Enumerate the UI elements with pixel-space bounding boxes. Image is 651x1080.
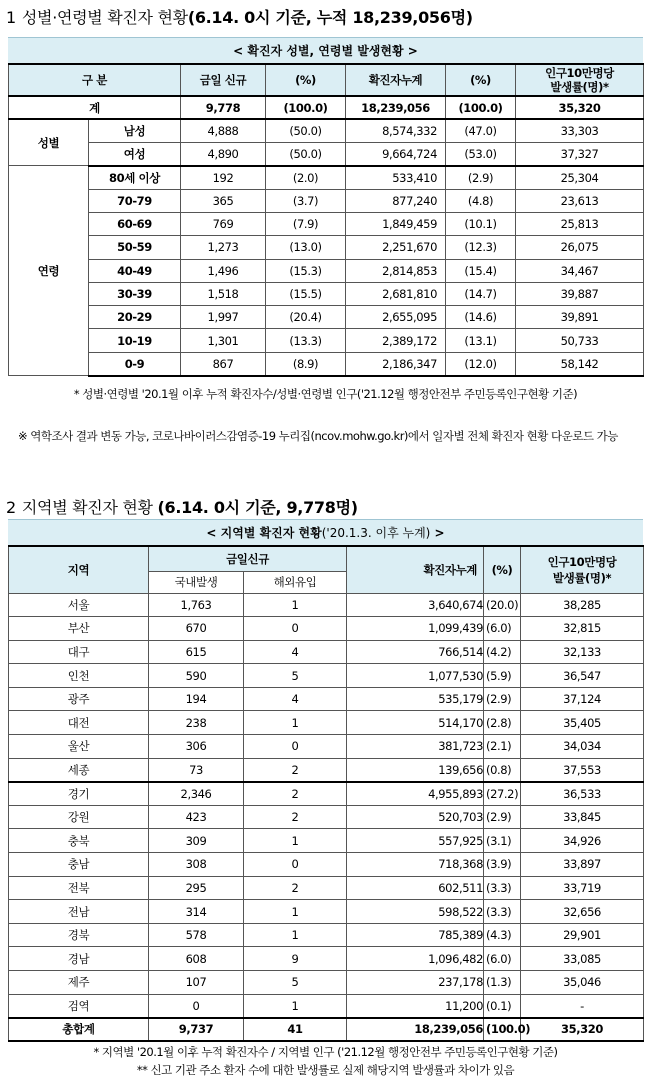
- overseas-cell: 1: [244, 829, 347, 853]
- domestic-cell: 0: [149, 994, 244, 1018]
- pct-cell: (2.9): [484, 805, 521, 829]
- row-cum: 8,574,332: [346, 119, 446, 142]
- row-new-pct: (15.3): [266, 259, 346, 282]
- rate-cell: 38,285: [521, 593, 644, 617]
- cum-cell: 237,178: [347, 971, 484, 995]
- domestic-cell: 608: [149, 947, 244, 971]
- table-row: [9, 782, 644, 806]
- table2-caption-main: < 지역별 확진자 현황: [206, 526, 322, 540]
- pct-cell: (6.0): [484, 617, 521, 641]
- table-row: [9, 236, 644, 259]
- table-row: [9, 640, 644, 664]
- row-label: 여성: [89, 143, 181, 166]
- rate-cell: 36,533: [521, 782, 644, 806]
- row-rate: 33,303: [516, 119, 644, 142]
- region-cell: 제주: [9, 971, 149, 995]
- row-cum-pct: (12.0): [446, 352, 516, 375]
- row-cum-pct: (53.0): [446, 143, 516, 166]
- cum-cell: 766,514: [347, 640, 484, 664]
- row-label: 80세 이상: [89, 166, 181, 189]
- row-new-pct: (13.0): [266, 236, 346, 259]
- table2-caption-end: >: [430, 526, 445, 540]
- rate-cell: 32,133: [521, 640, 644, 664]
- table-row: [9, 994, 644, 1018]
- row-new: 769: [181, 212, 266, 235]
- total-cum: 18,239,056: [346, 96, 446, 119]
- domestic-cell: 423: [149, 805, 244, 829]
- table1-footnote: * 성별·연령별 '20.1월 이후 누적 확진자수/성별·연령별 인구('21.12월 행정안전부 주민등록인구현황 기준): [73, 387, 578, 401]
- total-cum: 18,239,056: [347, 1018, 484, 1042]
- row-new: 4,890: [181, 143, 266, 166]
- cum-cell: 139,656: [347, 758, 484, 782]
- row-new-pct: (3.7): [266, 189, 346, 212]
- cum-cell: 1,077,530: [347, 664, 484, 688]
- header-domestic: 국내발생: [149, 571, 244, 593]
- table-row: [9, 352, 644, 375]
- rate-cell: 35,405: [521, 711, 644, 735]
- row-rate: 26,075: [516, 236, 644, 259]
- row-cum-pct: (15.4): [446, 259, 516, 282]
- region-cell: 광주: [9, 687, 149, 711]
- row-cum-pct: (14.7): [446, 282, 516, 305]
- row-new-pct: (2.0): [266, 166, 346, 189]
- overseas-cell: 1: [244, 900, 347, 924]
- cum-cell: 1,099,439: [347, 617, 484, 641]
- row-cum-pct: (2.9): [446, 166, 516, 189]
- rate-cell: 34,034: [521, 735, 644, 759]
- cum-cell: 4,955,893: [347, 782, 484, 806]
- table2-total-row: [9, 1018, 644, 1042]
- pct-cell: (2.1): [484, 735, 521, 759]
- row-label: 50-59: [89, 236, 181, 259]
- total-new-pct: (100.0): [266, 96, 346, 119]
- header-new-pct: (%): [266, 64, 346, 96]
- header-category: 구 분: [9, 64, 181, 96]
- header-rate: [521, 546, 644, 593]
- region-cell: 강원: [9, 805, 149, 829]
- row-cum-pct: (10.1): [446, 212, 516, 235]
- row-new-pct: (15.5): [266, 282, 346, 305]
- pct-cell: (4.3): [484, 923, 521, 947]
- row-cum: 2,814,853: [346, 259, 446, 282]
- section2-subtitle: (6.14. 0시 기준, 9,778명): [157, 498, 358, 517]
- domestic-cell: 238: [149, 711, 244, 735]
- header-cum-pct: (%): [446, 64, 516, 96]
- row-rate: 25,813: [516, 212, 644, 235]
- section1-number: 1: [6, 8, 16, 27]
- cum-cell: 514,170: [347, 711, 484, 735]
- overseas-cell: 1: [244, 923, 347, 947]
- domestic-cell: 314: [149, 900, 244, 924]
- table-row: [9, 212, 644, 235]
- total-pct: (100.0): [484, 1018, 521, 1042]
- row-rate: 50,733: [516, 329, 644, 352]
- table-row: [9, 259, 644, 282]
- pct-cell: (5.9): [484, 664, 521, 688]
- row-label: 20-29: [89, 306, 181, 329]
- region-cell: 대전: [9, 711, 149, 735]
- row-new-pct: (7.9): [266, 212, 346, 235]
- row-new: 1,496: [181, 259, 266, 282]
- table-row: [9, 805, 644, 829]
- row-new: 365: [181, 189, 266, 212]
- domestic-cell: 194: [149, 687, 244, 711]
- table-row: [9, 617, 644, 641]
- total-cum-pct: (100.0): [446, 96, 516, 119]
- row-cum: 2,389,172: [346, 329, 446, 352]
- overseas-cell: 9: [244, 947, 347, 971]
- overseas-cell: 0: [244, 853, 347, 877]
- header-rate-line2: 발생률(명)*: [550, 80, 609, 94]
- pct-cell: (0.1): [484, 994, 521, 1018]
- rate-cell: -: [521, 994, 644, 1018]
- rate-cell: 36,547: [521, 664, 644, 688]
- pct-cell: (3.3): [484, 876, 521, 900]
- table-row: [9, 758, 644, 782]
- domestic-cell: 590: [149, 664, 244, 688]
- section1-subtitle: (6.14. 0시 기준, 누적 18,239,056명): [187, 8, 473, 27]
- row-new: 1,997: [181, 306, 266, 329]
- row-rate: 25,304: [516, 166, 644, 189]
- table1-caption: < 확진자 성별, 연령별 발생현황 >: [8, 37, 643, 63]
- pct-cell: (0.8): [484, 758, 521, 782]
- row-label: 30-39: [89, 282, 181, 305]
- overseas-cell: 2: [244, 805, 347, 829]
- overseas-cell: 2: [244, 758, 347, 782]
- region-cell: 부산: [9, 617, 149, 641]
- rate-cell: 33,897: [521, 853, 644, 877]
- header-pct: (%): [484, 546, 521, 593]
- row-new: 4,888: [181, 119, 266, 142]
- region-cell: 경남: [9, 947, 149, 971]
- rate-cell: 29,901: [521, 923, 644, 947]
- overseas-cell: 2: [244, 782, 347, 806]
- region-cell: 전남: [9, 900, 149, 924]
- header-cum: 확진자누계: [347, 546, 484, 593]
- pct-cell: (27.2): [484, 782, 521, 806]
- row-new-pct: (20.4): [266, 306, 346, 329]
- table-row: [9, 306, 644, 329]
- region-cell: 전북: [9, 876, 149, 900]
- domestic-cell: 306: [149, 735, 244, 759]
- pct-cell: (4.2): [484, 640, 521, 664]
- overseas-cell: 4: [244, 687, 347, 711]
- section2-number: 2: [6, 498, 16, 517]
- rate-cell: 37,553: [521, 758, 644, 782]
- overseas-cell: 5: [244, 664, 347, 688]
- domestic-cell: 578: [149, 923, 244, 947]
- row-new-pct: (50.0): [266, 143, 346, 166]
- table-row: [9, 664, 644, 688]
- region-cell: 서울: [9, 593, 149, 617]
- total-new: 9,778: [181, 96, 266, 119]
- table1-remark: ※ 역학조사 결과 변동 가능, 코로나바이러스감염증-19 누리집(ncov.mohw.go.kr)에서 일자별 전체 확진자 현황 다운로드 가능: [18, 429, 618, 443]
- table-row: [9, 876, 644, 900]
- rate-cell: 37,124: [521, 687, 644, 711]
- domestic-cell: 2,346: [149, 782, 244, 806]
- table2-caption-period: ('20.1.3. 이후 누계): [321, 526, 431, 540]
- pct-cell: (3.3): [484, 900, 521, 924]
- row-cum-pct: (13.1): [446, 329, 516, 352]
- row-label: 60-69: [89, 212, 181, 235]
- table2-header-row: [9, 546, 644, 571]
- domestic-cell: 615: [149, 640, 244, 664]
- age-group-label: 연령: [9, 166, 89, 376]
- domestic-cell: 308: [149, 853, 244, 877]
- cum-cell: 381,723: [347, 735, 484, 759]
- cum-cell: 785,389: [347, 923, 484, 947]
- region-cell: 인천: [9, 664, 149, 688]
- pct-cell: (2.8): [484, 711, 521, 735]
- cum-cell: 598,522: [347, 900, 484, 924]
- section1-heading: [6, 5, 473, 28]
- header-rate: [516, 64, 644, 96]
- overseas-cell: 1: [244, 711, 347, 735]
- table-row: [9, 143, 644, 166]
- rate-cell: 35,046: [521, 971, 644, 995]
- table-row: [9, 853, 644, 877]
- row-cum: 2,186,347: [346, 352, 446, 375]
- region-cell: 대구: [9, 640, 149, 664]
- row-new: 867: [181, 352, 266, 375]
- row-label: 남성: [89, 119, 181, 142]
- gender-group-label: 성별: [9, 119, 89, 166]
- region-cell: 충북: [9, 829, 149, 853]
- table-row: [9, 735, 644, 759]
- section2-heading: [6, 495, 358, 518]
- total-rate: 35,320: [521, 1018, 644, 1042]
- cum-cell: 3,640,674: [347, 593, 484, 617]
- region-cell: 검역: [9, 994, 149, 1018]
- row-cum-pct: (47.0): [446, 119, 516, 142]
- table1-total-row: [9, 96, 644, 119]
- overseas-cell: 1: [244, 994, 347, 1018]
- row-rate: 37,327: [516, 143, 644, 166]
- header-new: 금일 신규: [181, 64, 266, 96]
- overseas-cell: 0: [244, 617, 347, 641]
- cum-cell: 557,925: [347, 829, 484, 853]
- cum-cell: 1,096,482: [347, 947, 484, 971]
- row-rate: 58,142: [516, 352, 644, 375]
- table-row: [9, 947, 644, 971]
- domestic-cell: 295: [149, 876, 244, 900]
- cum-cell: 520,703: [347, 805, 484, 829]
- rate-cell: 34,926: [521, 829, 644, 853]
- row-label: 0-9: [89, 352, 181, 375]
- total-label: 계: [9, 96, 181, 119]
- region-cell: 경북: [9, 923, 149, 947]
- row-label: 10-19: [89, 329, 181, 352]
- section2-title: 지역별 확진자 현황: [21, 498, 153, 517]
- table2-body: [9, 593, 644, 1018]
- pct-cell: (20.0): [484, 593, 521, 617]
- header-region: 지역: [9, 546, 149, 593]
- cum-cell: 11,200: [347, 994, 484, 1018]
- table2-footnote-2: ** 신고 기관 주소 환자 수에 대한 발생률로 실제 해당지역 발생률과 차이가 있음: [136, 1063, 515, 1077]
- header-rate-line2: 발생률(명)*: [552, 570, 612, 585]
- table-row: [9, 329, 644, 352]
- region-cell: 경기: [9, 782, 149, 806]
- total-overseas: 41: [244, 1018, 347, 1042]
- pct-cell: (6.0): [484, 947, 521, 971]
- table2-footnote-1: * 지역별 '20.1월 이후 누적 확진자수 / 지역별 인구 ('21.12월 행정안전부 주민등록인구현황 기준): [93, 1045, 558, 1059]
- total-rate: 35,320: [516, 96, 644, 119]
- row-cum-pct: (4.8): [446, 189, 516, 212]
- pct-cell: (3.1): [484, 829, 521, 853]
- cum-cell: 535,179: [347, 687, 484, 711]
- row-cum: 877,240: [346, 189, 446, 212]
- row-new-pct: (8.9): [266, 352, 346, 375]
- domestic-cell: 107: [149, 971, 244, 995]
- pct-cell: (1.3): [484, 971, 521, 995]
- row-label: 70-79: [89, 189, 181, 212]
- table-row: [9, 593, 644, 617]
- row-cum: 2,655,095: [346, 306, 446, 329]
- table2-caption: [8, 519, 643, 545]
- region-cell: 충남: [9, 853, 149, 877]
- region-cell: 세종: [9, 758, 149, 782]
- row-cum: 9,664,724: [346, 143, 446, 166]
- row-cum-pct: (14.6): [446, 306, 516, 329]
- rate-cell: 32,656: [521, 900, 644, 924]
- table-row: [9, 119, 644, 142]
- region-table: [8, 545, 644, 1042]
- header-rate-line1: 인구10만명당: [547, 554, 617, 569]
- table-row: [9, 900, 644, 924]
- table-row: [9, 829, 644, 853]
- table-row: [9, 687, 644, 711]
- pct-cell: (3.9): [484, 853, 521, 877]
- row-rate: 39,891: [516, 306, 644, 329]
- cum-cell: 602,511: [347, 876, 484, 900]
- header-today: 금일신규: [149, 546, 347, 571]
- row-new: 1,273: [181, 236, 266, 259]
- rate-cell: 32,815: [521, 617, 644, 641]
- table-row: [9, 923, 644, 947]
- row-new-pct: (13.3): [266, 329, 346, 352]
- rate-cell: 33,085: [521, 947, 644, 971]
- header-rate-line1: 인구10만명당: [545, 66, 614, 80]
- overseas-cell: 1: [244, 593, 347, 617]
- domestic-cell: 670: [149, 617, 244, 641]
- row-new: 1,301: [181, 329, 266, 352]
- cum-cell: 718,368: [347, 853, 484, 877]
- row-new: 1,518: [181, 282, 266, 305]
- header-cum: 확진자누계: [346, 64, 446, 96]
- row-cum: 2,251,670: [346, 236, 446, 259]
- row-cum: 1,849,459: [346, 212, 446, 235]
- rate-cell: 33,719: [521, 876, 644, 900]
- table-row: [9, 711, 644, 735]
- row-rate: 23,613: [516, 189, 644, 212]
- row-new: 192: [181, 166, 266, 189]
- overseas-cell: 2: [244, 876, 347, 900]
- row-cum: 533,410: [346, 166, 446, 189]
- row-rate: 34,467: [516, 259, 644, 282]
- row-cum: 2,681,810: [346, 282, 446, 305]
- table-row: [9, 189, 644, 212]
- total-domestic: 9,737: [149, 1018, 244, 1042]
- section1-title: 성별·연령별 확진자 현황: [21, 8, 188, 27]
- overseas-cell: 0: [244, 735, 347, 759]
- row-rate: 39,887: [516, 282, 644, 305]
- domestic-cell: 309: [149, 829, 244, 853]
- region-cell: 울산: [9, 735, 149, 759]
- table1-header-row: [9, 64, 644, 96]
- row-cum-pct: (12.3): [446, 236, 516, 259]
- header-overseas: 해외유입: [244, 571, 347, 593]
- row-new-pct: (50.0): [266, 119, 346, 142]
- overseas-cell: 5: [244, 971, 347, 995]
- gender-age-table: [8, 63, 644, 377]
- domestic-cell: 1,763: [149, 593, 244, 617]
- overseas-cell: 4: [244, 640, 347, 664]
- table-row: [9, 282, 644, 305]
- table-row: [9, 971, 644, 995]
- pct-cell: (2.9): [484, 687, 521, 711]
- row-label: 40-49: [89, 259, 181, 282]
- domestic-cell: 73: [149, 758, 244, 782]
- table2-footnotes: [8, 1043, 643, 1079]
- table-row: [9, 166, 644, 189]
- rate-cell: 33,845: [521, 805, 644, 829]
- total-region: 총합계: [9, 1018, 149, 1042]
